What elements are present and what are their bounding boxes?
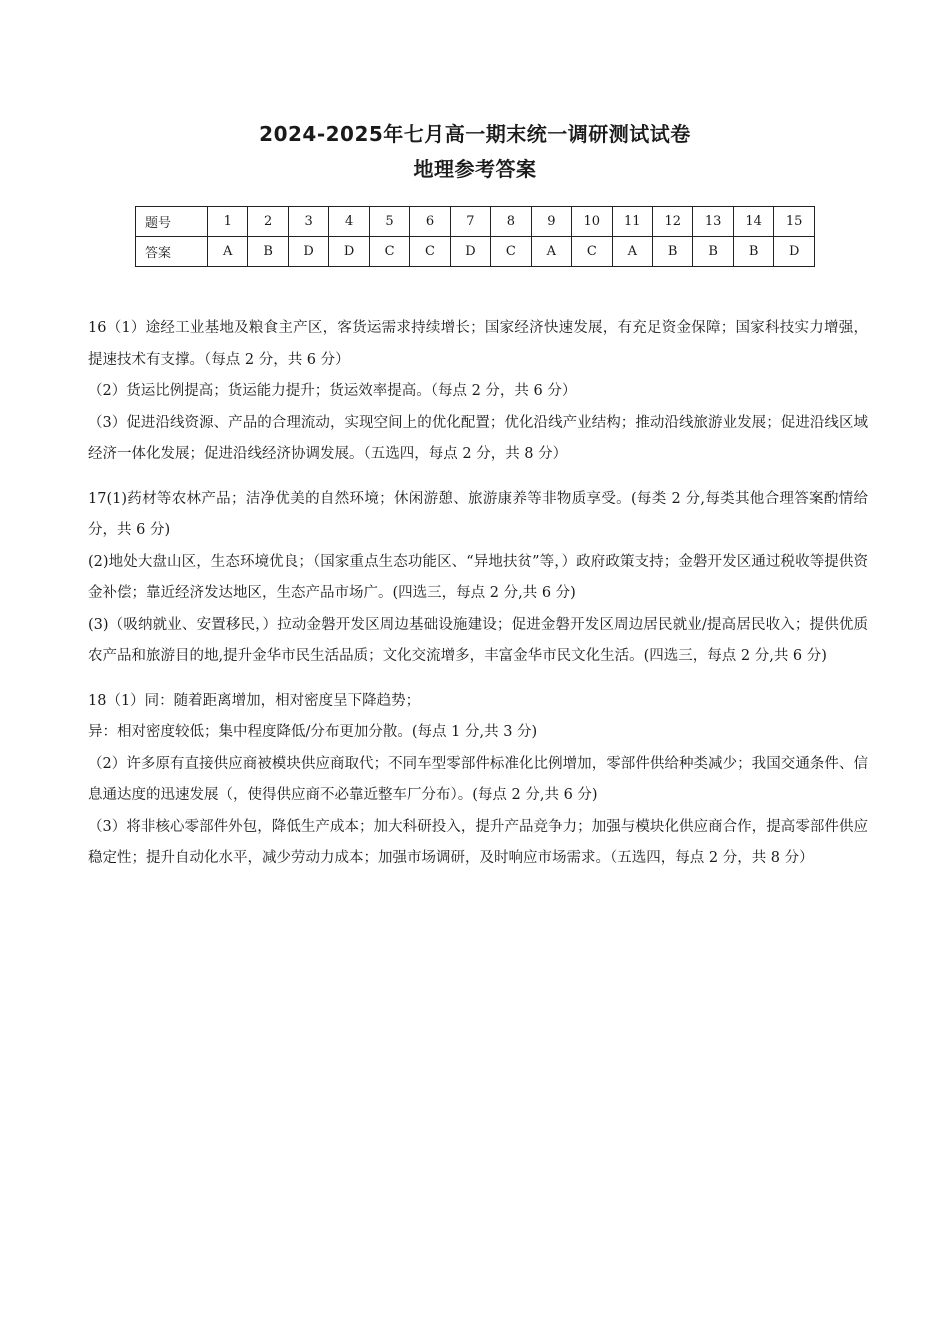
- question-number-cell: 5: [369, 207, 409, 237]
- answer-cell: A: [208, 237, 248, 267]
- q17-part-2: (2)地处大盘山区，生态环境优良；（国家重点生态功能区、“异地扶贫”等，）政府政策支持；金磐开发区通过税收等提供资金补偿；靠近经济发达地区，生态产品市场广。(四选三，每点 2 分,共 6 分): [88, 553, 868, 601]
- question-number-cell: 15: [774, 207, 815, 237]
- question-number-cell: 2: [248, 207, 288, 237]
- answer-cell: C: [410, 237, 450, 267]
- answer-cell: D: [450, 237, 490, 267]
- q18-part-2: （2）许多原有直接供应商被模块供应商取代；不同车型零部件标准化比例增加，零部件供给种类减少；我国交通条件、信息通达度的迅速发展（，使得供应商不必靠近整车厂分布）。(每点 2 分,共 6 分): [88, 755, 868, 803]
- answer-cell: D: [774, 237, 815, 267]
- table-row-answers: [136, 237, 815, 267]
- answer-cell: C: [369, 237, 409, 267]
- question-number-cell: 10: [572, 207, 612, 237]
- question-number-cell: 13: [693, 207, 733, 237]
- answer-cell: D: [288, 237, 328, 267]
- question-number-cell: 11: [612, 207, 652, 237]
- question-number-cell: 4: [329, 207, 369, 237]
- q18-part-1-diff: 异：相对密度较低；集中程度降低/分布更加分散。(每点 1 分,共 3 分): [88, 724, 538, 740]
- question-18-block: [88, 686, 868, 875]
- question-number-cell: 7: [450, 207, 490, 237]
- q17-part-1: 17(1)药材等农林产品；洁净优美的自然环境；休闲游憩、旅游康养等非物质享受。(每类 2 分,每类其他合理答案酌情给分，共 6 分): [88, 490, 868, 538]
- answer-cell: B: [652, 237, 692, 267]
- answer-cell: A: [531, 237, 571, 267]
- question-number-cell: 3: [288, 207, 328, 237]
- q16-part-3: （3）促进沿线资源、产品的合理流动，实现空间上的优化配置；优化沿线产业结构；推动沿线旅游业发展；促进沿线区域经济一体化发展；促进沿线经济协调发展。（五选四，每点 2 分，共 8 分）: [88, 414, 868, 462]
- answer-cell: B: [693, 237, 733, 267]
- answer-cell: A: [612, 237, 652, 267]
- answer-cell: B: [733, 237, 773, 267]
- question-number-cell: 14: [733, 207, 773, 237]
- question-number-cell: 8: [491, 207, 531, 237]
- question-16-block: [88, 313, 868, 471]
- row-label-number: 题号: [136, 207, 208, 237]
- table-row-numbers: [136, 207, 815, 237]
- question-number-cell: 6: [410, 207, 450, 237]
- q18-part-1-same: 18（1）同：随着距离增加，相对密度呈下降趋势；: [88, 692, 421, 709]
- page-title: 2024-2025年七月高一期末统一调研测试试卷: [259, 122, 691, 146]
- question-17-block: [88, 484, 868, 673]
- answer-cell: D: [329, 237, 369, 267]
- q16-part-2: （2）货运比例提高；货运能力提升；货运效率提高。（每点 2 分，共 6 分）: [88, 383, 577, 399]
- q18-part-3: （3）将非核心零部件外包，降低生产成本；加大科研投入，提升产品竞争力；加强与模块化供应商合作，提高零部件供应稳定性；提升自动化水平，减少劳动力成本；加强市场调研，及时响应市场需求。（五选四，每点 2 分，共 8 分）: [88, 818, 868, 866]
- row-label-answer: 答案: [136, 237, 208, 267]
- answer-content: [88, 313, 868, 875]
- answer-table: [135, 206, 815, 267]
- answer-cell: C: [572, 237, 612, 267]
- answer-cell: C: [491, 237, 531, 267]
- q17-part-3: (3)（吸纳就业、安置移民，）拉动金磐开发区周边基础设施建设；促进金磐开发区周边居民就业/提高居民收入；提供优质农产品和旅游目的地,提升金华市民生活品质；文化交流增多，丰富金华市民文化生活。(四选三，每点 2 分,共 6 分): [88, 616, 868, 664]
- answer-cell: B: [248, 237, 288, 267]
- page-subtitle: 地理参考答案: [413, 157, 537, 181]
- q16-part-1: 16（1）途经工业基地及粮食主产区，客货运需求持续增长；国家经济快速发展，有充足资金保障；国家科技实力增强，提速技术有支撑。（每点 2 分，共 6 分）: [88, 320, 868, 368]
- question-number-cell: 1: [208, 207, 248, 237]
- question-number-cell: 12: [652, 207, 692, 237]
- question-number-cell: 9: [531, 207, 571, 237]
